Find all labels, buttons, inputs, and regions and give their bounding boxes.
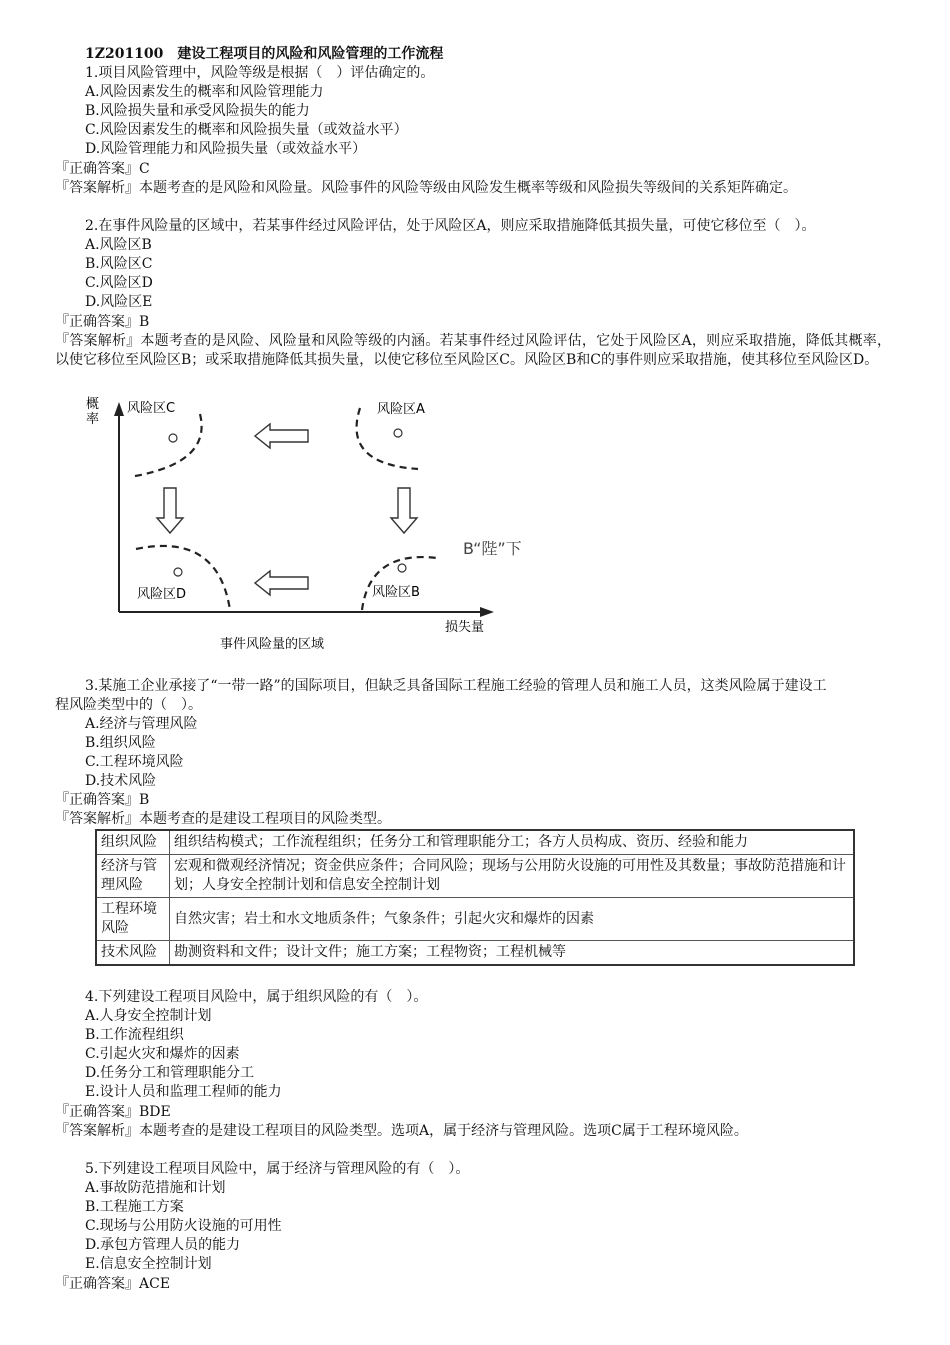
q2-option-c: C.风险区D xyxy=(85,275,153,291)
risk-type-table xyxy=(95,829,855,966)
x-axis-arrow xyxy=(480,607,494,617)
table-cell-type: 组织风险 xyxy=(96,830,170,855)
q4-stem: 4.下列建设工程项目风险中，属于组织风险的有（ ）。 xyxy=(85,989,428,1005)
arrow-b-to-d-icon xyxy=(255,571,308,595)
q5-answer: 『正确答案』ACE xyxy=(55,1276,171,1292)
table-cell-type: 技术风险 xyxy=(96,941,170,966)
table-cell-content: 组织结构模式；工作流程组织；任务分工和管理职能分工；各方人员构成、资历、经验和能力 xyxy=(170,830,855,855)
q5-option-d: D.承包方管理人员的能力 xyxy=(85,1237,241,1253)
zone-c-marker xyxy=(169,434,177,442)
arrow-a-to-b-icon xyxy=(391,488,417,533)
q4-analysis: 『答案解析』本题考查的是建设工程项目的风险类型。选项A，属于经济与管理风险。选项C属于工程环境风险。 xyxy=(55,1123,748,1139)
zone-c-label: 风险区C xyxy=(127,401,176,416)
zone-d-marker xyxy=(174,568,182,576)
q3-stem-line-2: 程风险类型中的（ ）。 xyxy=(55,697,202,713)
zone-d-label: 风险区D xyxy=(137,587,187,602)
q4-option-b: B.工作流程组织 xyxy=(85,1027,184,1043)
q3-option-b: B.组织风险 xyxy=(85,735,156,751)
q3-option-a: A.经济与管理风险 xyxy=(85,716,198,732)
q4-option-c: C.引起火灾和爆炸的因素 xyxy=(85,1046,240,1062)
table-row xyxy=(96,830,854,855)
zone-a-label: 风险区A xyxy=(377,402,425,417)
q5-option-e: E.信息安全控制计划 xyxy=(85,1256,212,1272)
q1-option-a: A.风险因素发生的概率和风险管理能力 xyxy=(85,84,324,100)
x-axis-label: 损失量 xyxy=(445,620,485,635)
risk-zone-diagram xyxy=(80,392,560,657)
table-cell-type: 工程环境风险 xyxy=(96,898,170,941)
q2-option-d: D.风险区E xyxy=(85,294,153,310)
table-cell-content: 宏观和微观经济情况；资金供应条件；合同风险；现场与公用防火设施的可用性及其数量；事故防范措施和计划；人身安全控制计划和信息安全控制计划 xyxy=(170,855,855,898)
zone-a-boundary xyxy=(357,408,418,469)
q2-option-b: B.风险区C xyxy=(85,256,153,272)
q4-option-e: E.设计人员和监理工程师的能力 xyxy=(85,1084,282,1100)
q5-option-b: B.工程施工方案 xyxy=(85,1199,184,1215)
watermark-text: B“陛”下 xyxy=(463,539,522,558)
zone-b-label: 风险区B xyxy=(372,585,420,600)
arrow-c-to-d-icon xyxy=(157,488,183,533)
q2-option-a: A.风险区B xyxy=(85,237,152,253)
q4-option-a: A.人身安全控制计划 xyxy=(85,1008,212,1024)
q5-option-c: C.现场与公用防火设施的可用性 xyxy=(85,1218,282,1234)
q3-stem-line-1: 3.某施工企业承接了“一带一路”的国际项目，但缺乏具备国际工程施工经验的管理人员和施工人员，这类风险属于建设工 xyxy=(85,678,827,694)
zone-b-marker xyxy=(398,564,406,572)
y-axis-label-1: 概 xyxy=(86,397,100,412)
table-row xyxy=(96,941,854,966)
q1-option-d: D.风险管理能力和风险损失量（或效益水平） xyxy=(85,141,367,157)
diagram-caption: 事件风险量的区域 xyxy=(220,637,325,652)
table-cell-content: 勘测资料和文件；设计文件；施工方案；工程物资；工程机械等 xyxy=(170,941,855,966)
q2-analysis: 『答案解析』本题考查的是风险、风险量和风险等级的内涵。若某事件经过风险评估，它处于风险区A，则应采取措施，降低其概率，以使它移位至风险区B；或采取措施降低其损失量，以使它移位至风险区C。风险区B和C的事件则应采取措施，使其移位至风险区D。 xyxy=(55,333,891,368)
q3-answer: 『正确答案』B xyxy=(55,792,150,808)
table-row xyxy=(96,898,854,941)
section-heading: 1Z201100 建设工程项目的风险和风险管理的工作流程 xyxy=(85,46,444,62)
q4-option-d: D.任务分工和管理职能分工 xyxy=(85,1065,255,1081)
q5-option-a: A.事故防范措施和计划 xyxy=(85,1180,226,1196)
q3-analysis: 『答案解析』本题考查的是建设工程项目的风险类型。 xyxy=(55,811,391,827)
zone-c-boundary xyxy=(135,414,202,476)
y-axis-label-2: 率 xyxy=(86,412,100,427)
table-cell-content: 自然灾害；岩土和水文地质条件；气象条件；引起火灾和爆炸的因素 xyxy=(170,898,855,941)
table-row xyxy=(96,855,854,898)
zone-a-marker xyxy=(394,429,402,437)
arrow-a-to-c-icon xyxy=(255,424,308,448)
q1-answer: 『正确答案』C xyxy=(55,161,150,177)
table-cell-type: 经济与管理风险 xyxy=(96,855,170,898)
q1-option-b: B.风险损失量和承受风险损失的能力 xyxy=(85,103,310,119)
q3-option-d: D.技术风险 xyxy=(85,773,157,789)
q2-stem: 2.在事件风险量的区域中，若某事件经过风险评估，处于风险区A，则应采取措施降低其损失量，可使它移位至（ ）。 xyxy=(85,218,816,234)
q1-stem: 1.项目风险管理中，风险等级是根据（ ）评估确定的。 xyxy=(85,65,435,81)
y-axis-arrow xyxy=(114,402,124,416)
q4-answer: 『正确答案』BDE xyxy=(55,1104,171,1120)
q3-option-c: C.工程环境风险 xyxy=(85,754,184,770)
q2-answer: 『正确答案』B xyxy=(55,314,150,330)
q1-analysis: 『答案解析』本题考查的是风险和风险量。风险事件的风险等级由风险发生概率等级和风险损失等级间的关系矩阵确定。 xyxy=(55,180,797,196)
q1-option-c: C.风险因素发生的概率和风险损失量（或效益水平） xyxy=(85,122,408,138)
q5-stem: 5.下列建设工程项目风险中，属于经济与管理风险的有（ ）。 xyxy=(85,1161,470,1177)
